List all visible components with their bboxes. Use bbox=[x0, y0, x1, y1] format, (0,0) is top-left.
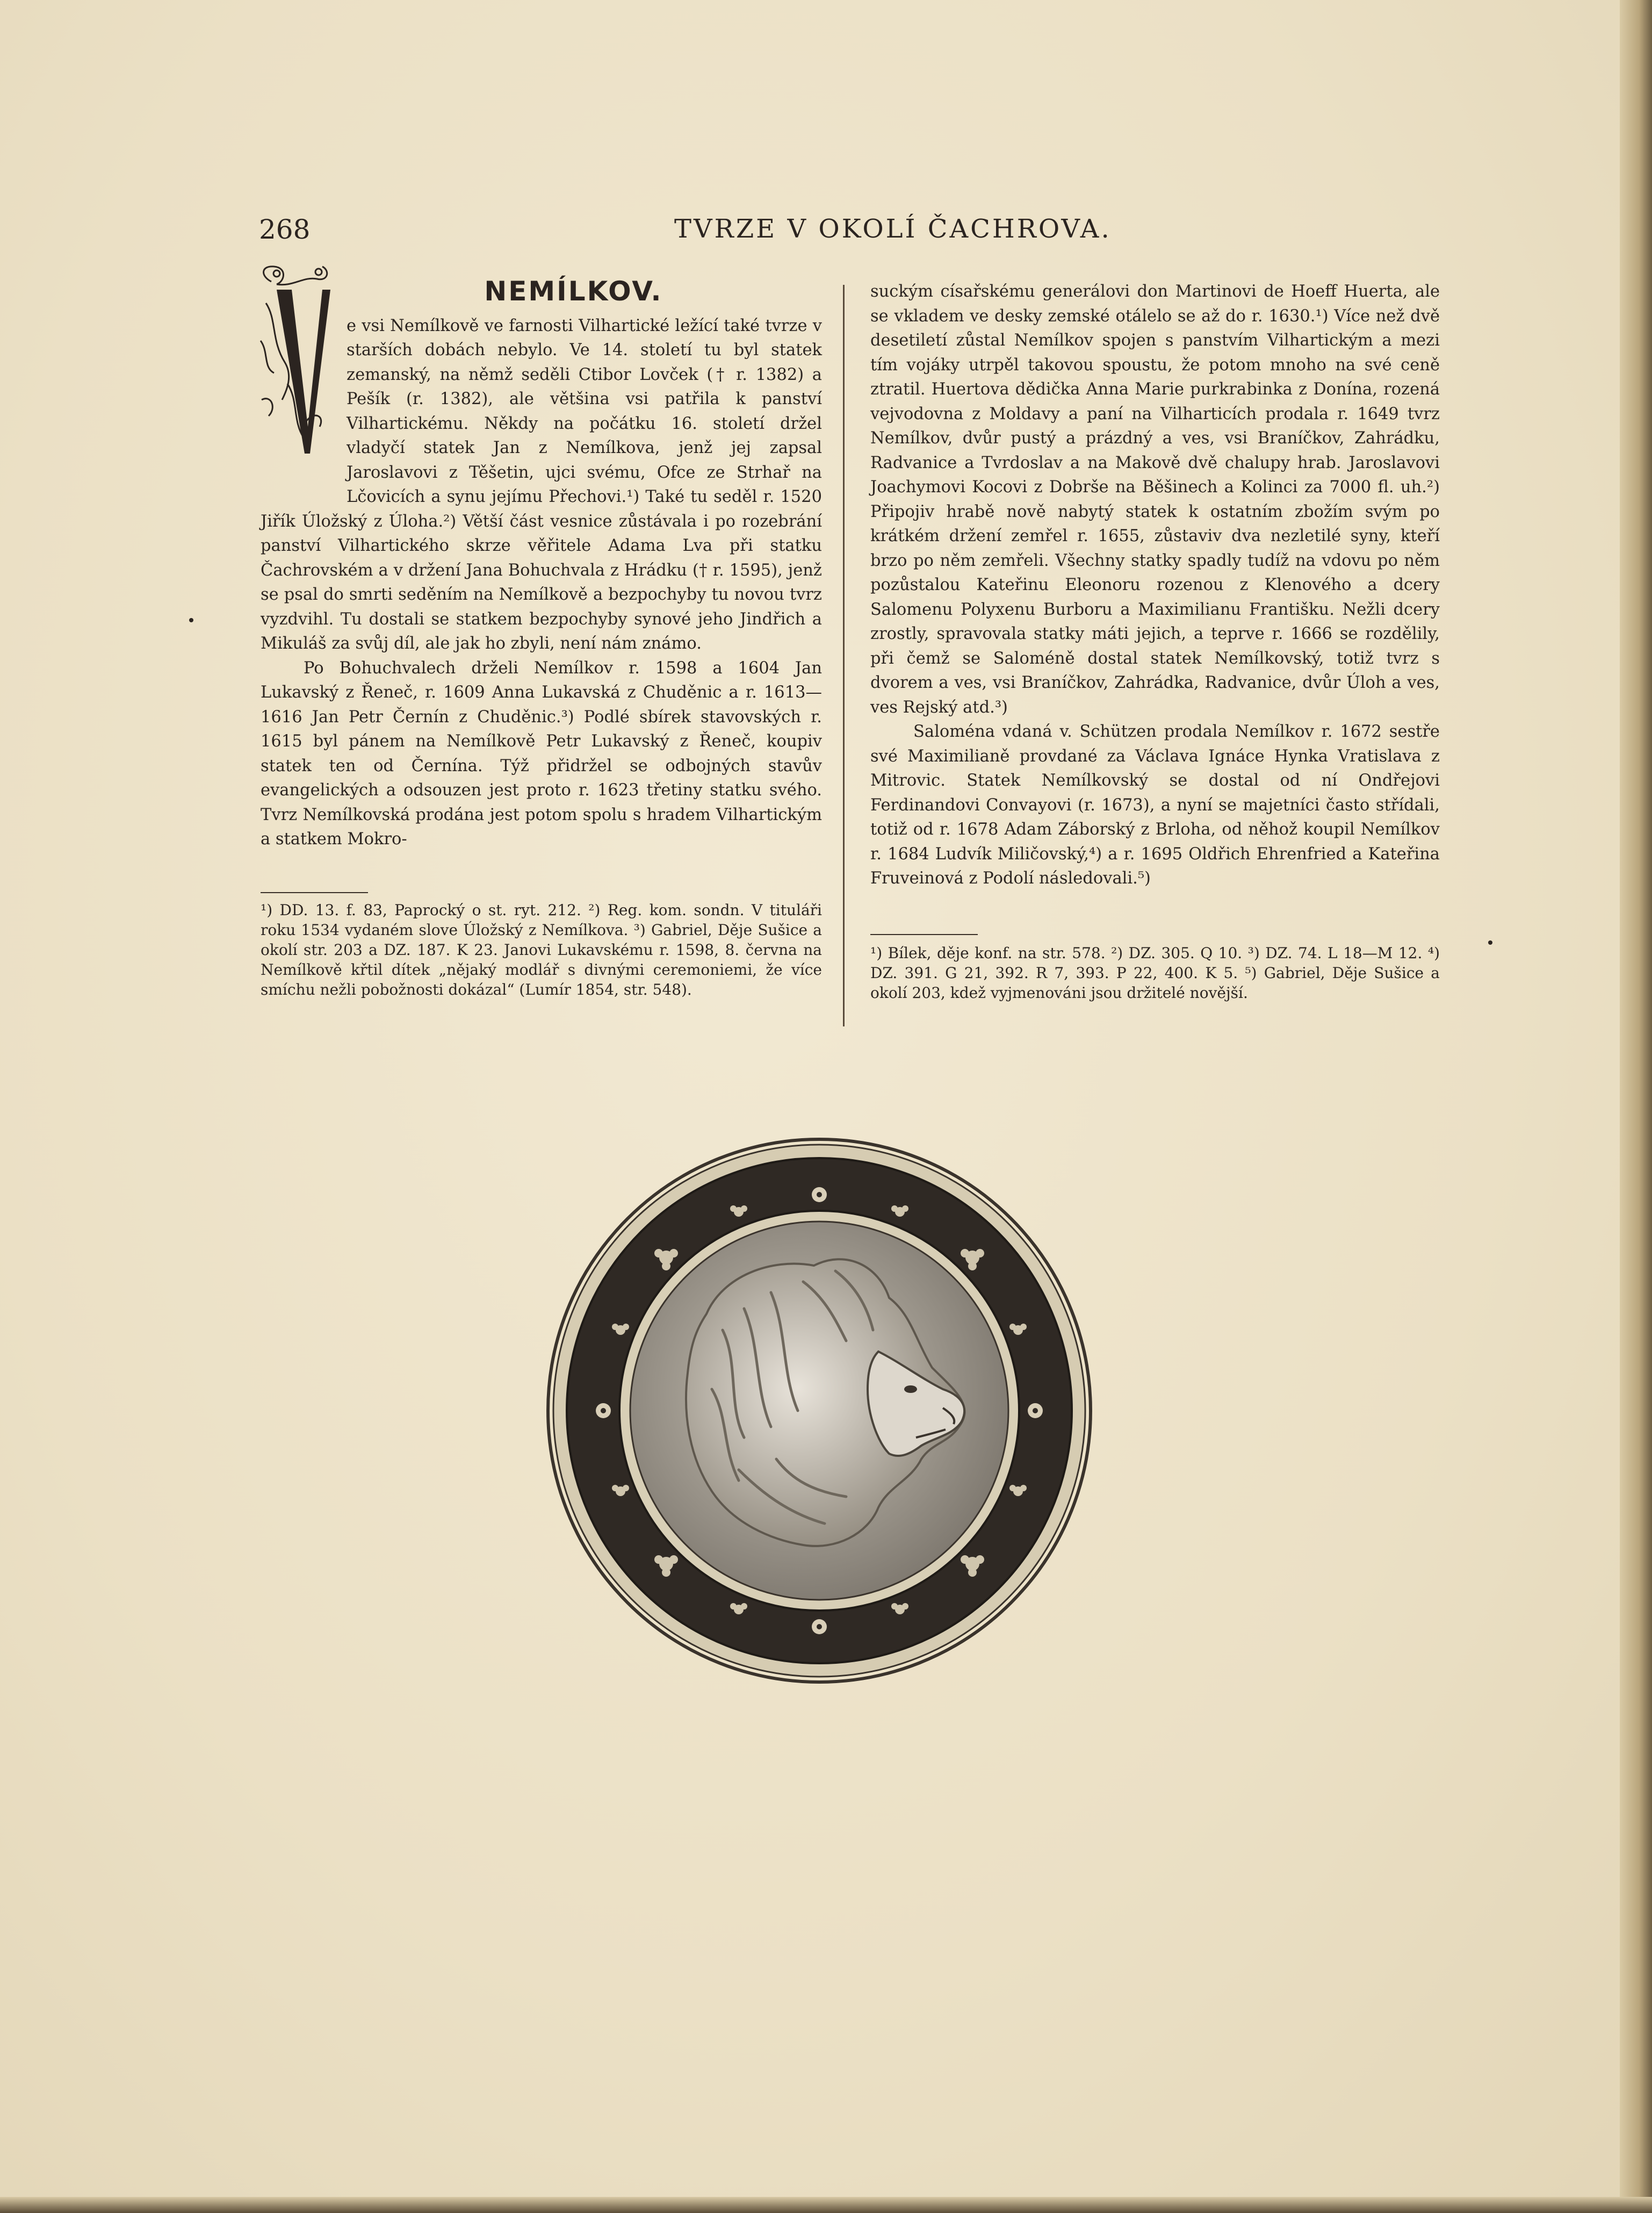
lion-head-medallion-icon bbox=[545, 1137, 1093, 1685]
left-column bbox=[261, 276, 822, 852]
column-rule bbox=[843, 285, 845, 1026]
drop-cap-v-icon bbox=[255, 260, 336, 486]
scan-speck bbox=[189, 618, 193, 622]
left-paragraph-1: e vsi Nemílkově ve farnosti Vilhartické ležící také tvrze v starších dobách nebylo. Ve 14. století tu byl statek zemanský, na němž seděli Ctibor Lovček († r. 1382) a Pešík (r. 1382), ale většina vsi patřila k panství Vilhartickému. Někdy na počátku 16. století držel vladyčí statek Jan z Nemílkova, jenž jej zapsal Jaroslavovi z Těšetin, ujci svému, Ofce ze Strhař na Lčovicích a synu jejímu Přechovi.¹) Také tu seděl r. 1520 Jiřík Úložský z Úloha.²) Větší část vesnice zůstávala i po rozebrání panství Vilhartického skrze věřitele Adama Lva při statku Čachrovském a v držení Jana Bohuchvala z Hrádku († r. 1595), jenž se psal do smrti seděním na Nemílkově a bezpochyby tu novou tvrz vyzdvihl. Tu dostali se statkem bezpochyby synové jeho Jindřich a Mikuláš za svůj díl, ale jak ho zbyli, není nám známo. bbox=[261, 316, 822, 653]
footnote-rule-right bbox=[870, 934, 978, 935]
right-column bbox=[870, 279, 1440, 891]
page-edge-right bbox=[1620, 0, 1652, 2213]
footnotes-left bbox=[261, 900, 822, 1000]
right-paragraph-2: Saloména vdaná v. Schützen prodala Nemílkov r. 1672 sestře své Maximilianě provdané za Václava Ignáce Hynka Vratislava z Mitrovic. Statek Nemílkovský se dostal od ní Ondřejovi Ferdinandovi Convayovi (r. 1673), a nyní se majetníci často střídali, totiž od r. 1678 Adam Záborský z Brloha, od něhož koupil Nemílkov r. 1684 Ludvík Miličovský,⁴) a r. 1695 Oldřich Ehrenfried a Kateřina Fruveinová z Podolí následovali.⁵) bbox=[870, 722, 1440, 888]
section-title: NEMÍLKOV. bbox=[484, 276, 663, 307]
page-number: 268 bbox=[259, 214, 311, 245]
footnote-rule-left bbox=[261, 892, 368, 893]
footnote-right-text: ¹) Bílek, děje konf. na str. 578. ²) DZ. 305. Q 10. ³) DZ. 74. L 18—M 12. ⁴) DZ. 391. G 21, 392. R 7, 393. P 22, 400. K 5. ⁵) Gabriel, Děje Sušice a okolí 203, kdež vyjmenováni jsou držitelé novější. bbox=[870, 944, 1440, 1002]
page-edge-bottom bbox=[0, 2197, 1652, 2213]
running-head: TVRZE V OKOLÍ ČACHROVA. bbox=[674, 214, 1112, 244]
scan-speck bbox=[1488, 940, 1492, 945]
left-paragraph-2: Po Bohuchvalech drželi Nemílkov r. 1598 a 1604 Jan Lukavský z Řeneč, r. 1609 Anna Lukavská z Chuděnic a r. 1613—1616 Jan Petr Černín z Chuděnic.³) Podlé sbírek stavovských r. 1615 byl pánem na Nemílkově Petr Lukavský z Řeneč, koupiv statek ten od Černína. Týž přidržel se odbojných stavův evangelických a odsouzen jest proto r. 1623 třetiny statku svého. Tvrz Nemílkovská prodána jest potom spolu s hradem Vilhartickým a statkem Mokro- bbox=[261, 658, 822, 849]
right-paragraph-1: suckým císařskému generálovi don Martinovi de Hoeff Huerta, ale se vkladem ve desky zemské otálelo se až do r. 1630.¹) Více než dvě desetiletí zůstal Nemílkov spojen s panstvím Vilhartickým a mezi tím vojáky utrpěl takovou spoustu, že potom mnoho na své ceně ztratil. Huertova dědička Anna Marie purkrabinka z Donína, rozená vejvodovna z Moldavy a paní na Vilharticích prodala r. 1649 tvrz Nemílkov, dvůr pustý a prázdný a ves, vsi Braníčkov, Zahrádku, Radvanice a Tvrdoslav a na Makově dvě chalupy hrab. Jaroslavovi Joachymovi Kocovi z Dobrše na Běšinech a Kolinci za 7000 fl. uh.²) Připojiv hrabě nově nabytý statek k ostatním zbožím svým po krátkém držení zemřel r. 1655, zůstaviv dva nezletilé syny, kteří brzo po něm zemřeli. Všechny statky spadly tudíž na vdovu po něm pozůstalou Kateřinu Eleonoru rozenou z Klenového a dcery Salomenu Polyxenu Burboru a Maximilianu Františku. Nežli dcery zrostly, spravovala statky máti jejich, a teprve r. 1666 se rozdělily, při čemž se Saloméně dostal statek Nemílkovský, totiž tvrz s dvorem a ves, vsi Braníčkov, Zahrádka, Radvanice, dvůr Úloh a ves, ves Rejský atd.³) bbox=[870, 282, 1440, 717]
footnote-left-text: ¹) DD. 13. f. 83, Paprocký o st. ryt. 212. ²) Reg. kom. sondn. V tituláři roku 1534 vydaném slove Úložský z Nemílkova. ³) Gabriel, Děje Sušice a okolí str. 203 a DZ. 187. K 23. Janovi Lukavskému r. 1598, 8. června na Nemílkově křtil dítek „nějaký modlář s divnými ceremoniemi, že více smíchu nežli pobožnosti dokázal“ (Lumír 1854, str. 548). bbox=[261, 901, 822, 998]
footnotes-right bbox=[870, 943, 1440, 1003]
